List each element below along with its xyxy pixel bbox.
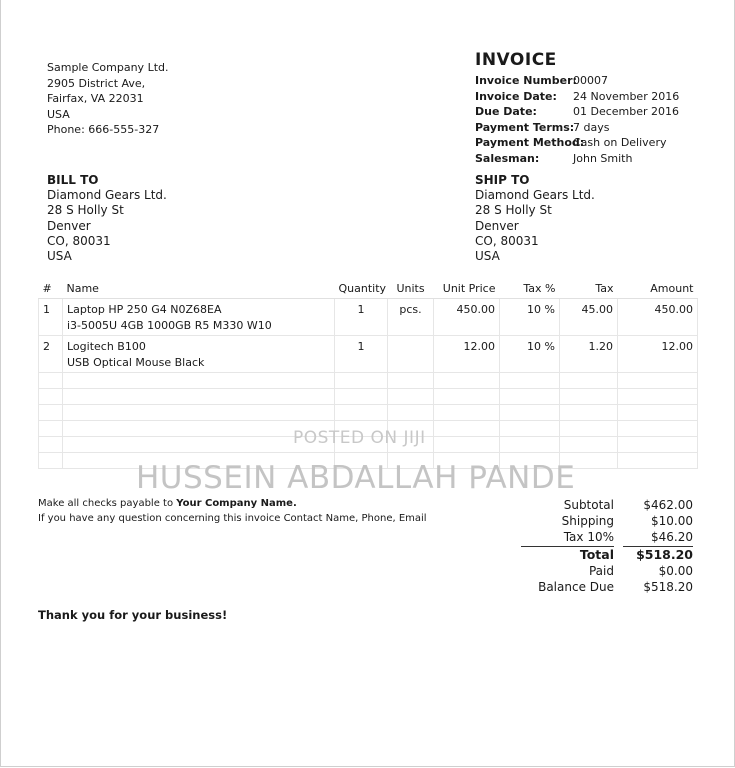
shipping-label: Shipping — [561, 514, 614, 529]
company-phone: Phone: 666-555-327 — [47, 123, 160, 136]
total-row — [521, 546, 693, 563]
col-header-name: Name — [63, 279, 335, 299]
cell-name — [63, 299, 335, 336]
paid-row — [521, 563, 693, 579]
empty-row — [39, 389, 698, 405]
payment-method-row — [475, 135, 679, 151]
company-name: Sample Company Ltd. — [47, 61, 169, 74]
cell-amount: 450.00 — [618, 299, 698, 336]
watermark-name: HUSSEIN ABDALLAH PANDE — [136, 460, 576, 496]
company-info — [47, 60, 169, 138]
thank-you-note: Thank you for your business! — [38, 608, 228, 622]
meta-value: John Smith — [573, 151, 633, 165]
tax-value: $46.20 — [651, 530, 693, 545]
cell-units — [388, 336, 434, 373]
company-address-line1: 2905 District Ave, — [47, 76, 146, 90]
meta-label: Payment Terms: — [475, 120, 575, 134]
company-address-line2: Fairfax, VA 22031 — [47, 92, 144, 105]
ship-to-line: USA — [475, 249, 500, 264]
item-description: i3-5005U 4GB 1000GB R5 M330 W10 — [67, 318, 272, 332]
item-name: Laptop HP 250 G4 N0Z68EA — [67, 303, 222, 316]
meta-value: 01 December 2016 — [573, 105, 680, 119]
watermark-posted: POSTED ON JIJI — [293, 428, 426, 448]
cell-amount: 12.00 — [618, 336, 698, 373]
meta-value: 7 days — [573, 120, 610, 134]
bill-to-line: CO, 80031 — [47, 233, 111, 248]
col-header-amount: Amount — [618, 279, 698, 299]
total-value: $518.20 — [623, 546, 693, 563]
cell-quantity: 1 — [335, 299, 388, 336]
invoice-date-row — [475, 89, 679, 105]
ship-to-line: Denver — [475, 218, 519, 233]
invoice-meta — [475, 73, 679, 167]
shipping-value: $10.00 — [651, 514, 693, 529]
paid-value: $0.00 — [658, 563, 693, 578]
ship-to-line: CO, 80031 — [475, 233, 539, 248]
bill-to-line: USA — [47, 249, 72, 264]
cell-tax: 1.20 — [560, 336, 618, 373]
col-header-tax-pct: Tax % — [500, 279, 560, 299]
cell-units: pcs. — [388, 299, 434, 336]
bill-to-line: 28 S Holly St — [47, 203, 124, 218]
cell-quantity: 1 — [335, 336, 388, 373]
balance-value: $518.20 — [643, 580, 693, 595]
payment-terms-row — [475, 120, 679, 136]
meta-value: 24 November 2016 — [573, 89, 680, 103]
col-header-quantity: Quantity — [335, 279, 388, 299]
subtotal-value: $462.00 — [643, 498, 693, 512]
cell-unit-price: 450.00 — [434, 299, 500, 336]
bill-to-line: Diamond Gears Ltd. — [47, 188, 167, 203]
cell-number: 1 — [39, 299, 63, 336]
notes-line1 — [38, 497, 427, 512]
meta-label: Due Date: — [475, 105, 537, 119]
col-header-number: # — [39, 279, 63, 299]
bill-to-line: Denver — [47, 218, 91, 233]
bill-to — [47, 173, 167, 264]
table-header-row — [39, 279, 698, 299]
ship-to-line: 28 S Holly St — [475, 203, 552, 218]
salesman-row — [475, 151, 679, 167]
subtotal-row — [521, 497, 693, 513]
meta-value: 00007 — [573, 74, 608, 87]
total-label: Total — [521, 546, 614, 563]
shipping-row — [521, 513, 693, 529]
tax-label: Tax 10% — [563, 530, 614, 545]
due-date-row — [475, 104, 679, 120]
company-country: USA — [47, 107, 70, 121]
subtotal-label: Subtotal — [563, 498, 614, 512]
meta-label: Salesman: — [475, 151, 540, 165]
invoice-number-row — [475, 73, 679, 89]
totals-block — [521, 497, 693, 595]
balance-row — [521, 579, 693, 595]
meta-label: Invoice Number: — [475, 74, 577, 87]
cell-unit-price: 12.00 — [434, 336, 500, 373]
empty-row — [39, 405, 698, 421]
bill-to-heading: BILL TO — [47, 173, 99, 187]
cell-tax-pct: 10 % — [500, 299, 560, 336]
table-row — [39, 336, 698, 373]
table-row — [39, 299, 698, 336]
notes-company-name: Your Company Name. — [176, 498, 297, 509]
meta-value: Cash on Delivery — [573, 136, 667, 150]
payment-notes — [38, 497, 427, 526]
ship-to-line: Diamond Gears Ltd. — [475, 188, 595, 203]
cell-tax: 45.00 — [560, 299, 618, 336]
item-description: USB Optical Mouse Black — [67, 355, 205, 369]
notes-prefix: Make all checks payable to — [38, 498, 177, 509]
meta-label: Invoice Date: — [475, 89, 557, 103]
paid-label: Paid — [588, 563, 614, 578]
col-header-tax: Tax — [560, 279, 618, 299]
item-name: Logitech B100 — [67, 340, 146, 353]
notes-line2: If you have any question concerning this invoice Contact Name, Phone, Email — [38, 512, 427, 524]
empty-row — [39, 373, 698, 389]
ship-to — [475, 173, 595, 264]
cell-name — [63, 336, 335, 373]
balance-label: Balance Due — [538, 580, 614, 595]
col-header-unit-price: Unit Price — [434, 279, 500, 299]
meta-label: Payment Method: — [475, 136, 585, 150]
ship-to-heading: SHIP TO — [475, 173, 530, 187]
tax-row — [521, 529, 693, 545]
col-header-units: Units — [388, 279, 434, 299]
invoice-header — [475, 50, 679, 167]
cell-number: 2 — [39, 336, 63, 373]
invoice-title: INVOICE — [475, 50, 557, 70]
cell-tax-pct: 10 % — [500, 336, 560, 373]
